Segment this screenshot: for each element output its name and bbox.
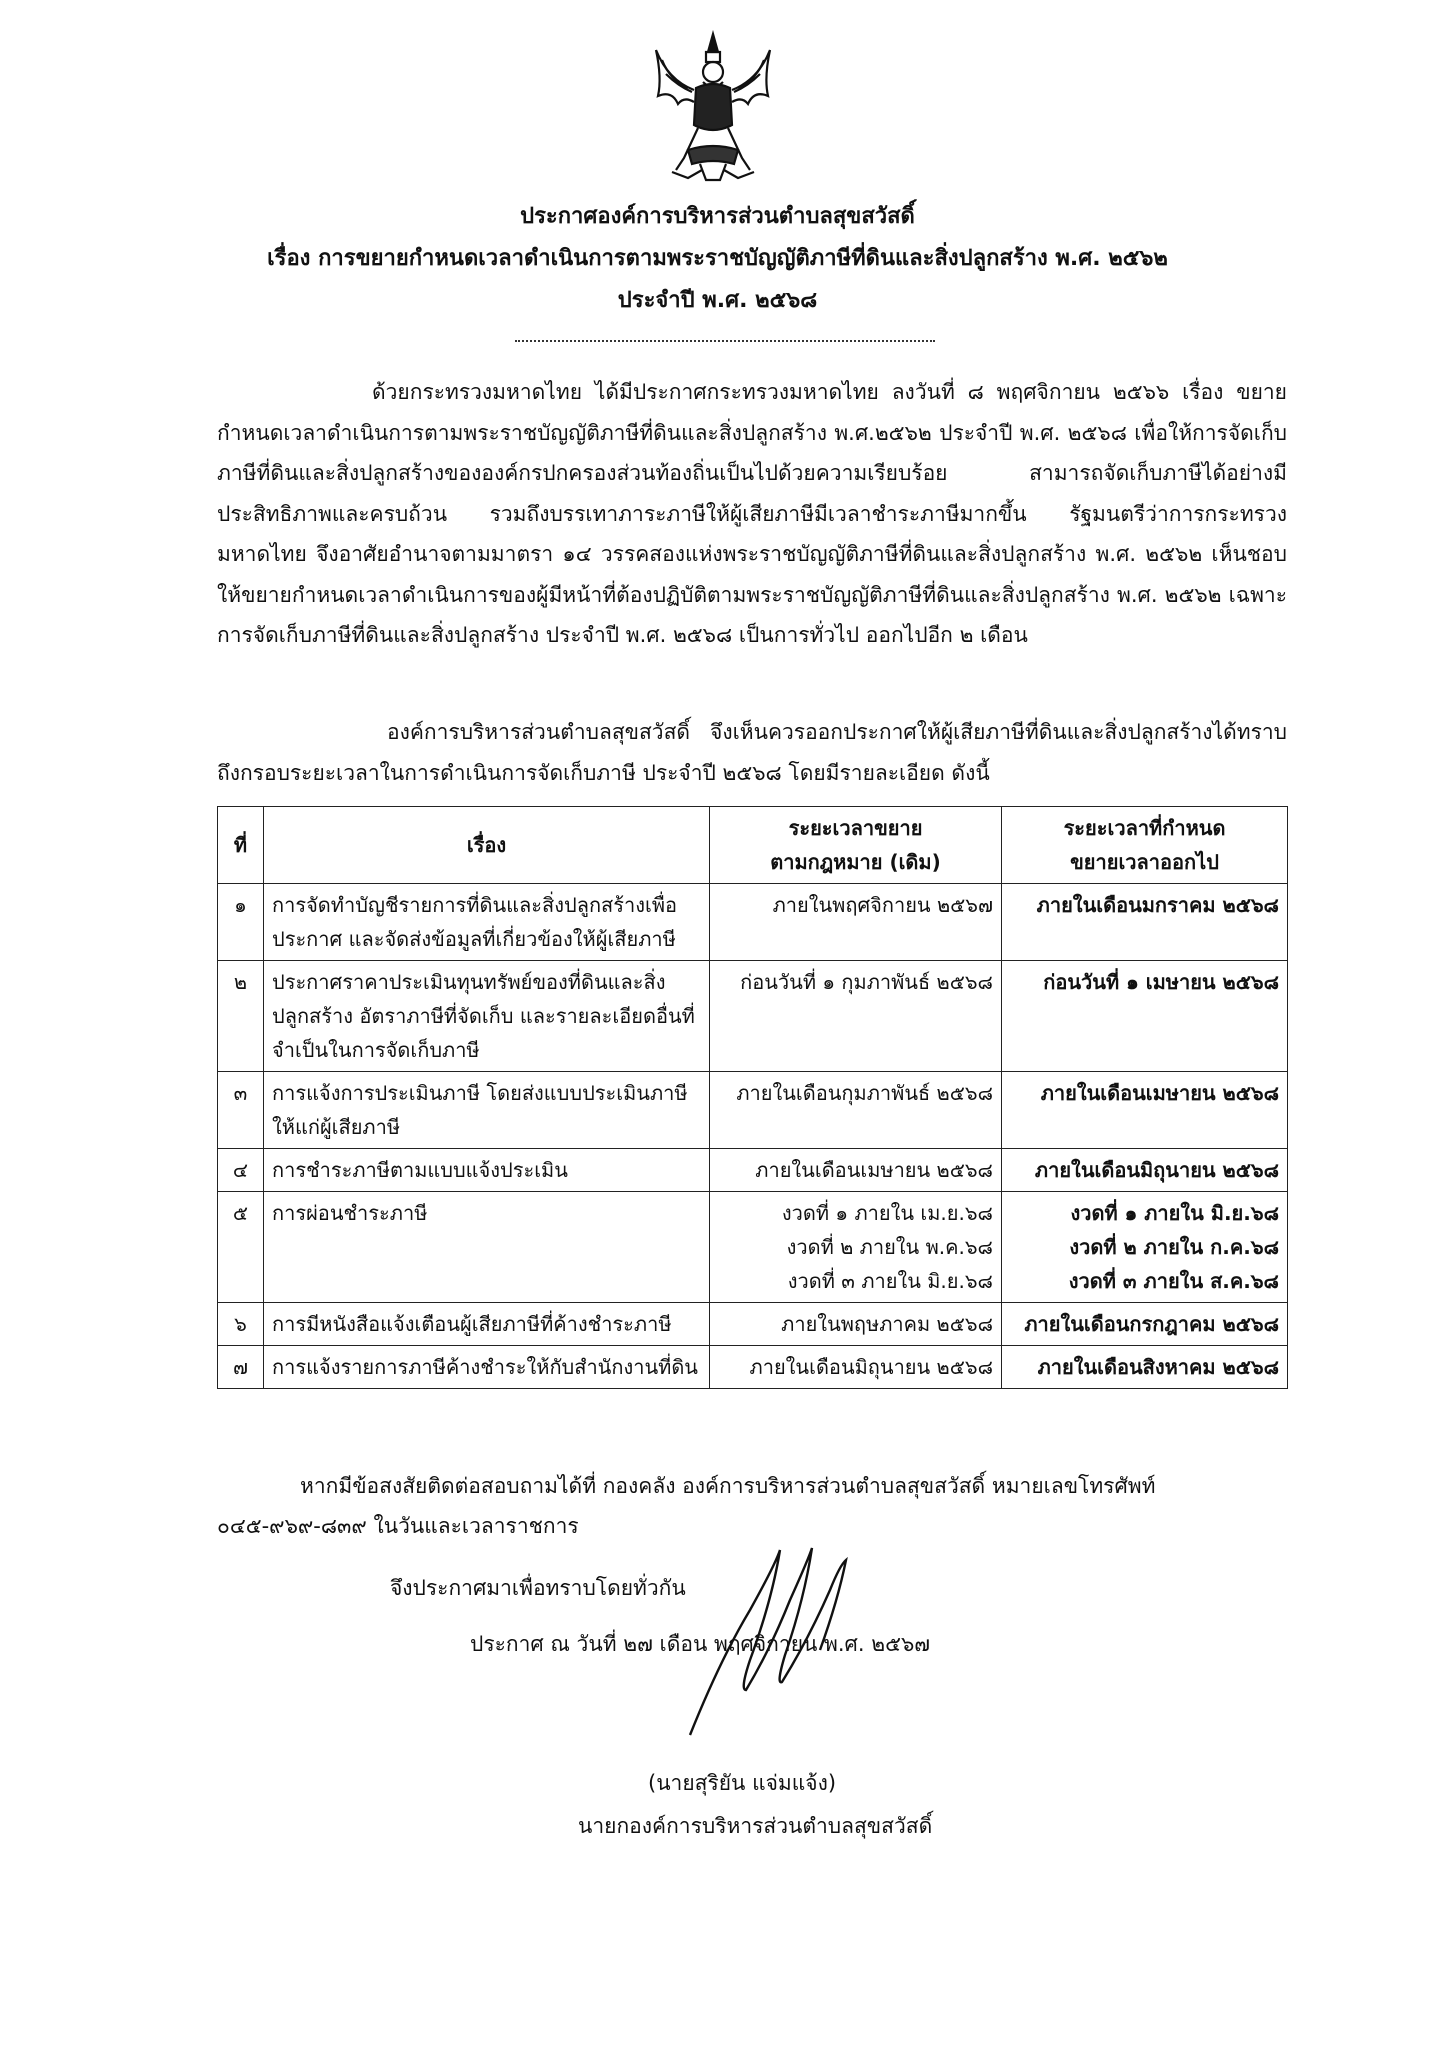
row-new-period [1002, 884, 1288, 961]
new-period-line: ก่อนวันที่ ๑ เมษายน ๒๕๖๘ [1043, 970, 1279, 994]
table-row [218, 961, 1288, 1072]
announcement-date: ประกาศ ณ วันที่ ๒๗ เดือน พฤศจิกายน พ.ศ. ๒๕๖๗ [470, 1632, 931, 1656]
row-topic: การจัดทำบัญชีรายการที่ดินและสิ่งปลูกสร้างเพื่อประกาศ และจัดส่งข้อมูลที่เกี่ยวข้องให้ผู้เสียภาษี [264, 884, 710, 961]
old-period-line: งวดที่ ๓ ภายใน มิ.ย.๖๘ [787, 1269, 993, 1293]
table-row [218, 1072, 1288, 1149]
body-paragraph-2 [217, 712, 1287, 793]
header-topic: เรื่อง [264, 807, 710, 884]
old-period-line: งวดที่ ๑ ภายใน เม.ย.๖๘ [781, 1201, 993, 1225]
row-number: ๑ [218, 884, 264, 961]
row-number: ๗ [218, 1346, 264, 1389]
row-new-period [1002, 1072, 1288, 1149]
table-row [218, 1149, 1288, 1192]
table-row [218, 1346, 1288, 1389]
row-topic: การแจ้งรายการภาษีค้างชำระให้กับสำนักงานที่ดิน [264, 1346, 710, 1389]
row-old-period [710, 1303, 1002, 1346]
garuda-emblem-icon [648, 30, 778, 185]
header-old-line-2: ตามกฎหมาย (เดิม) [770, 850, 941, 874]
row-new-period [1002, 1303, 1288, 1346]
announcement-year: ประจำปี พ.ศ. ๒๕๖๘ [617, 288, 818, 313]
row-old-period [710, 884, 1002, 961]
table-header-row [218, 807, 1288, 884]
new-period-line: ภายในเดือนมกราคม ๒๕๖๘ [1036, 893, 1279, 917]
dotted-divider [515, 340, 935, 342]
old-period-line: ภายในพฤศจิกายน ๒๕๖๗ [772, 893, 993, 917]
new-period-line: ภายในเดือนมิถุนายน ๒๕๖๘ [1034, 1158, 1279, 1182]
schedule-table [217, 806, 1288, 1389]
old-period-line: ภายในเดือนกุมภาพันธ์ ๒๕๖๘ [736, 1081, 993, 1105]
header-no: ที่ [218, 807, 264, 884]
row-old-period [710, 1072, 1002, 1149]
row-number: ๓ [218, 1072, 264, 1149]
new-period-line: ภายในเดือนเมษายน ๒๕๖๘ [1040, 1081, 1279, 1105]
row-topic: การผ่อนชำระภาษี [264, 1192, 710, 1303]
row-old-period [710, 961, 1002, 1072]
old-period-line: ก่อนวันที่ ๑ กุมภาพันธ์ ๒๕๖๘ [740, 970, 993, 994]
header-new-period [1002, 807, 1288, 884]
new-period-line: ภายในเดือนกรกฎาคม ๒๕๖๘ [1024, 1312, 1279, 1336]
row-topic: การชำระภาษีตามแบบแจ้งประเมิน [264, 1149, 710, 1192]
new-period-line: งวดที่ ๒ ภายใน ก.ค.๖๘ [1069, 1235, 1279, 1259]
header-new-line-1: ระยะเวลาที่กำหนด [1063, 816, 1226, 840]
header-new-line-2: ขยายเวลาออกไป [1070, 850, 1219, 874]
body-paragraph-2-text: องค์การบริหารส่วนตำบลสุขสวัสดิ์ จึงเห็นควรออกประกาศให้ผู้เสียภาษีที่ดินและสิ่งปลูกสร้างได้ทราบถึงกรอบระยะเวลาในการดำเนินการจัดเก็บภาษี ประจำปี ๒๕๖๘ โดยมีรายละเอียด ดังนี้ [217, 720, 1287, 785]
old-period-line: ภายในเดือนเมษายน ๒๕๖๘ [755, 1158, 993, 1182]
old-period-line: ภายในเดือนมิถุนายน ๒๕๖๘ [749, 1355, 993, 1379]
row-new-period [1002, 961, 1288, 1072]
row-old-period [710, 1149, 1002, 1192]
row-new-period [1002, 1346, 1288, 1389]
table-row [218, 1192, 1288, 1303]
row-topic: การมีหนังสือแจ้งเตือนผู้เสียภาษีที่ค้างชำระภาษี [264, 1303, 710, 1346]
row-topic: ประกาศราคาประเมินทุนทรัพย์ของที่ดินและสิ่งปลูกสร้าง อัตราภาษีที่จัดเก็บ และรายละเอียดอื่นที่จำเป็นในการจัดเก็บภาษี [264, 961, 710, 1072]
row-number: ๔ [218, 1149, 264, 1192]
row-new-period [1002, 1192, 1288, 1303]
new-period-line: งวดที่ ๓ ภายใน ส.ค.๖๘ [1068, 1269, 1279, 1293]
table-row [218, 884, 1288, 961]
row-old-period [710, 1192, 1002, 1303]
announcement-subject: เรื่อง การขยายกำหนดเวลาดำเนินการตามพระราชบัญญัติภาษีที่ดินและสิ่งปลูกสร้าง พ.ศ. ๒๕๖๒ [267, 246, 1168, 271]
signature-image [680, 1540, 870, 1740]
new-period-line: ภายในเดือนสิงหาคม ๒๕๖๘ [1037, 1355, 1279, 1379]
old-period-line: ภายในพฤษภาคม ๒๕๖๘ [781, 1312, 993, 1336]
new-period-line: งวดที่ ๑ ภายใน มิ.ย.๖๘ [1070, 1201, 1279, 1225]
row-old-period [710, 1346, 1002, 1389]
body-paragraph-1 [217, 372, 1287, 656]
row-number: ๕ [218, 1192, 264, 1303]
signer-title: นายกองค์การบริหารส่วนตำบลสุขสวัสดิ์ [578, 1814, 933, 1838]
header-old-period [710, 807, 1002, 884]
announcement-title: ประกาศองค์การบริหารส่วนตำบลสุขสวัสดิ์ [520, 204, 915, 229]
row-topic: การแจ้งการประเมินภาษี โดยส่งแบบประเมินภาษีให้แก่ผู้เสียภาษี [264, 1072, 710, 1149]
row-new-period [1002, 1149, 1288, 1192]
row-number: ๒ [218, 961, 264, 1072]
contact-text: หากมีข้อสงสัยติดต่อสอบถามได้ที่ กองคลัง องค์การบริหารส่วนตำบลสุขสวัสดิ์ หมายเลขโทรศัพท์ ๐๔๕-๙๖๙-๘๓๙ ในวันและเวลาราชการ [217, 1474, 1156, 1538]
closing-statement: จึงประกาศมาเพื่อทราบโดยทั่วกัน [390, 1576, 686, 1600]
header-old-line-1: ระยะเวลาขยาย [788, 816, 923, 840]
row-number: ๖ [218, 1303, 264, 1346]
body-paragraph-1-text: ด้วยกระทรวงมหาดไทย ได้มีประกาศกระทรวงมหาดไทย ลงวันที่ ๘ พฤศจิกายน ๒๕๖๖ เรื่อง ขยายกำหนดเวลาดำเนินการตามพระราชบัญญัติภาษีที่ดินและสิ่งปลูกสร้าง พ.ศ.๒๕๖๒ ประจำปี พ.ศ. ๒๕๖๘ เพื่อให้การจัดเก็บภาษีที่ดินและสิ่งปลูกสร้างขององค์กรปกครองส่วนท้องถิ่นเป็นไปด้วยความเรียบร้อย สามารถจัดเก็บภาษีได้อย่างมีประสิทธิภาพและครบถ้วน รวมถึงบรรเทาภาระภาษีให้ผู้เสียภาษีมีเวลาชำระภาษีมากขึ้น รัฐมนตรีว่าการกระทรวงมหาดไทย จึงอาศัยอำนาจตามมาตรา ๑๔ วรรคสองแห่งพระราชบัญญัติภาษีที่ดินและสิ่งปลูกสร้าง พ.ศ. ๒๕๖๒ เห็นชอบให้ขยายกำหนดเวลาดำเนินการของผู้มีหน้าที่ต้องปฏิบัติตามพระราชบัญญัติภาษีที่ดินและสิ่งปลูกสร้าง พ.ศ. ๒๕๖๒ เฉพาะการจัดเก็บภาษีที่ดินและสิ่งปลูกสร้าง ประจำปี พ.ศ. ๒๕๖๘ เป็นการทั่วไป ออกไปอีก ๒ เดือน [217, 380, 1287, 647]
table-row [218, 1303, 1288, 1346]
old-period-line: งวดที่ ๒ ภายใน พ.ค.๖๘ [786, 1235, 993, 1259]
signer-name: (นายสุริยัน แจ่มแจ้ง) [648, 1771, 837, 1795]
